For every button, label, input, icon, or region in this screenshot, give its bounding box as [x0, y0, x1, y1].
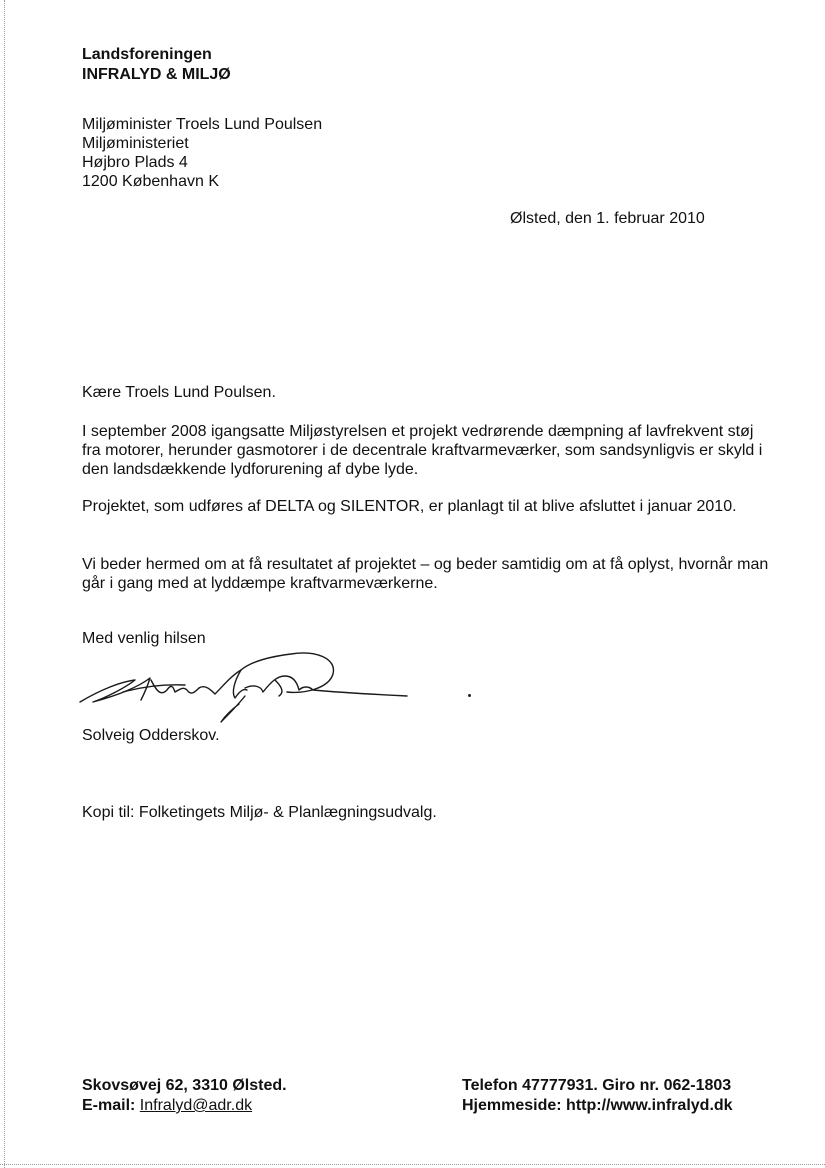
- body-paragraph: I september 2008 igangsatte Miljøstyrelsen et projekt vedrørende dæmpning af lavfrekvent støj fra motorer, herunder gasmotorer i de decentrale kraftvarmeværker, som sandsynligvis er skyld i den landsdækkende lydforurening af dybe lyde.: [82, 423, 763, 478]
- footer-phone-giro: Telefon 47777931. Giro nr. 062-1803: [462, 1077, 732, 1094]
- recipient-name: Miljøminister Troels Lund Poulsen: [82, 116, 323, 133]
- footer-address: Skovsøvej 62, 3310 Ølsted.: [82, 1077, 287, 1094]
- salutation: Kære Troels Lund Poulsen.: [82, 384, 276, 401]
- body-paragraph: Vi beder hermed om at få resultatet af projektet – og beder samtidig om at få oplyst, hvornår man går i gang med at lyddæmpe kraftvarmeværkerne.: [82, 556, 769, 592]
- page-edge-left: [4, 0, 5, 1168]
- footer-email-line: [82, 1096, 287, 1116]
- recipient-address: [82, 115, 322, 191]
- footer-left: [82, 1076, 287, 1116]
- copy-to-line: Kopi til: Folketingets Miljø- & Planlægningsudvalg.: [82, 804, 437, 821]
- letter-date: Ølsted, den 1. februar 2010: [510, 210, 705, 227]
- sender-block: [82, 45, 231, 85]
- ink-dot: [468, 694, 471, 697]
- email-label: E-mail:: [82, 1097, 136, 1114]
- handwritten-signature: [75, 630, 415, 730]
- recipient-street: Højbro Plads 4: [82, 154, 188, 171]
- recipient-city: 1200 København K: [82, 173, 219, 190]
- closing-greeting: Med venlig hilsen: [82, 630, 206, 647]
- sender-organization: Landsforeningen: [82, 46, 212, 63]
- page-edge-bottom: [0, 1164, 825, 1165]
- sender-name: INFRALYD & MILJØ: [82, 66, 231, 83]
- recipient-ministry: Miljøministeriet: [82, 135, 189, 152]
- signer-name: Solveig Odderskov.: [82, 727, 220, 744]
- footer-right: [462, 1076, 733, 1116]
- footer-website: Hjemmeside: http://www.infralyd.dk: [462, 1097, 733, 1114]
- body-paragraph: Projektet, som udføres af DELTA og SILENTOR, er planlagt til at blive afsluttet i januar 2010.: [82, 498, 737, 515]
- email-link[interactable]: Infralyd@adr.dk: [139, 1097, 253, 1114]
